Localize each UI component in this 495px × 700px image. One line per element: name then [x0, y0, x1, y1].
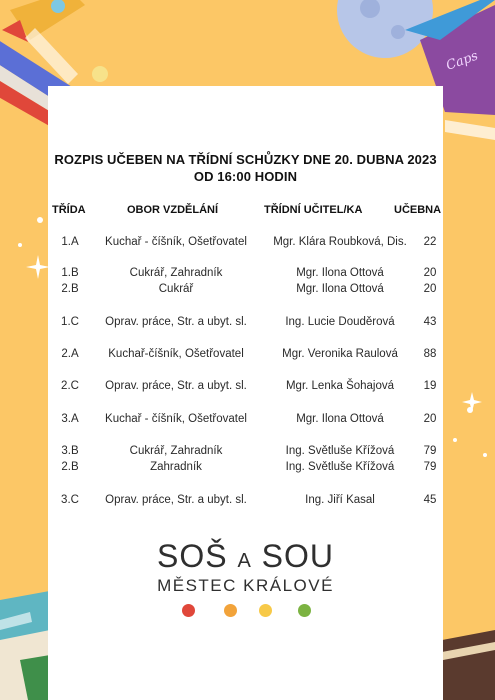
cell-obor: Zahradník — [150, 461, 202, 473]
cell-trida: 3.B — [61, 445, 79, 457]
cell-ucebna: 45 — [423, 494, 437, 506]
cell-trida: 2.B — [61, 283, 79, 295]
cell-ucebna: 20 — [423, 283, 437, 295]
cell-ucebna: 22 — [423, 236, 437, 248]
logo-sos: SOŠ — [156, 538, 228, 574]
school-logo — [48, 538, 443, 575]
cell-ucitel: Mgr. Lenka Šohajová — [285, 380, 395, 392]
cell-ucitel: Ing. Jiří Kasal — [305, 494, 375, 506]
logo-dot — [259, 604, 272, 617]
cell-ucitel: Mgr. Klára Roubková, Dis. — [273, 236, 407, 248]
cell-trida: 2.C — [61, 380, 79, 392]
cell-ucitel: Mgr. Ilona Ottová — [296, 283, 384, 295]
cell-ucitel: Mgr. Veronika Raulová — [282, 348, 398, 360]
cell-ucitel: Ing. Světluše Křížová — [285, 461, 395, 473]
cell-ucitel: Ing. Lucie Douděrová — [285, 316, 395, 328]
cell-ucitel: Mgr. Ilona Ottová — [296, 267, 384, 279]
cell-trida: 2.A — [61, 348, 79, 360]
header-obor: OBOR VZDĚLÁNÍ — [127, 204, 219, 216]
cell-ucitel: Ing. Světluše Křížová — [285, 445, 395, 457]
cell-trida: 3.C — [61, 494, 79, 506]
cell-trida: 3.A — [61, 413, 79, 425]
header-ucitel: TŘÍDNÍ UČITEL/KA — [264, 204, 363, 216]
cell-trida: 1.B — [61, 267, 79, 279]
header-trida: TŘÍDA — [52, 204, 86, 216]
schedule-paper — [48, 86, 443, 700]
cell-obor: Oprav. práce, Str. a ubyt. sl. — [105, 380, 247, 392]
cell-obor: Cukrář, Zahradník — [129, 267, 223, 279]
cell-obor: Cukrář — [158, 283, 194, 295]
cell-ucebna: 20 — [423, 413, 437, 425]
svg-text:Caps: Caps — [444, 48, 481, 74]
logo-subtitle: MĚSTEC KRÁLOVÉ — [157, 576, 334, 595]
cell-trida: 2.B — [61, 461, 79, 473]
page-title-line1: ROZPIS UČEBEN NA TŘÍDNÍ SCHŮZKY DNE 20. DUBNA 2023 — [54, 152, 437, 167]
bulb-icon — [92, 66, 108, 82]
logo-a: A — [237, 550, 252, 572]
cell-ucebna: 79 — [423, 461, 437, 473]
cell-ucebna: 88 — [423, 348, 437, 360]
cell-ucebna: 19 — [423, 380, 437, 392]
page-title-line2: OD 16:00 HODIN — [193, 169, 298, 184]
cell-ucitel: Mgr. Ilona Ottová — [296, 413, 384, 425]
logo-dot — [298, 604, 311, 617]
header-ucebna: UČEBNA — [394, 204, 442, 216]
rocket-icon — [2, 0, 85, 42]
cell-ucebna: 20 — [423, 267, 437, 279]
cell-trida: 1.C — [61, 316, 79, 328]
cell-obor: Oprav. práce, Str. a ubyt. sl. — [105, 494, 247, 506]
star-icon — [26, 255, 50, 279]
logo-dot — [224, 604, 237, 617]
star-icon — [462, 392, 482, 412]
cell-ucebna: 43 — [423, 316, 437, 328]
cell-obor: Kuchař - číšník, Ošetřovatel — [105, 236, 247, 248]
cell-ucebna: 79 — [423, 445, 437, 457]
cell-obor: Cukrář, Zahradník — [129, 445, 223, 457]
cell-obor: Oprav. práce, Str. a ubyt. sl. — [105, 316, 247, 328]
logo-sou: SOU — [261, 538, 335, 574]
cell-obor: Kuchař-číšník, Ošetřovatel — [108, 348, 244, 360]
logo-dot — [182, 604, 195, 617]
cell-obor: Kuchař - číšník, Ošetřovatel — [105, 413, 247, 425]
cell-trida: 1.A — [61, 236, 79, 248]
